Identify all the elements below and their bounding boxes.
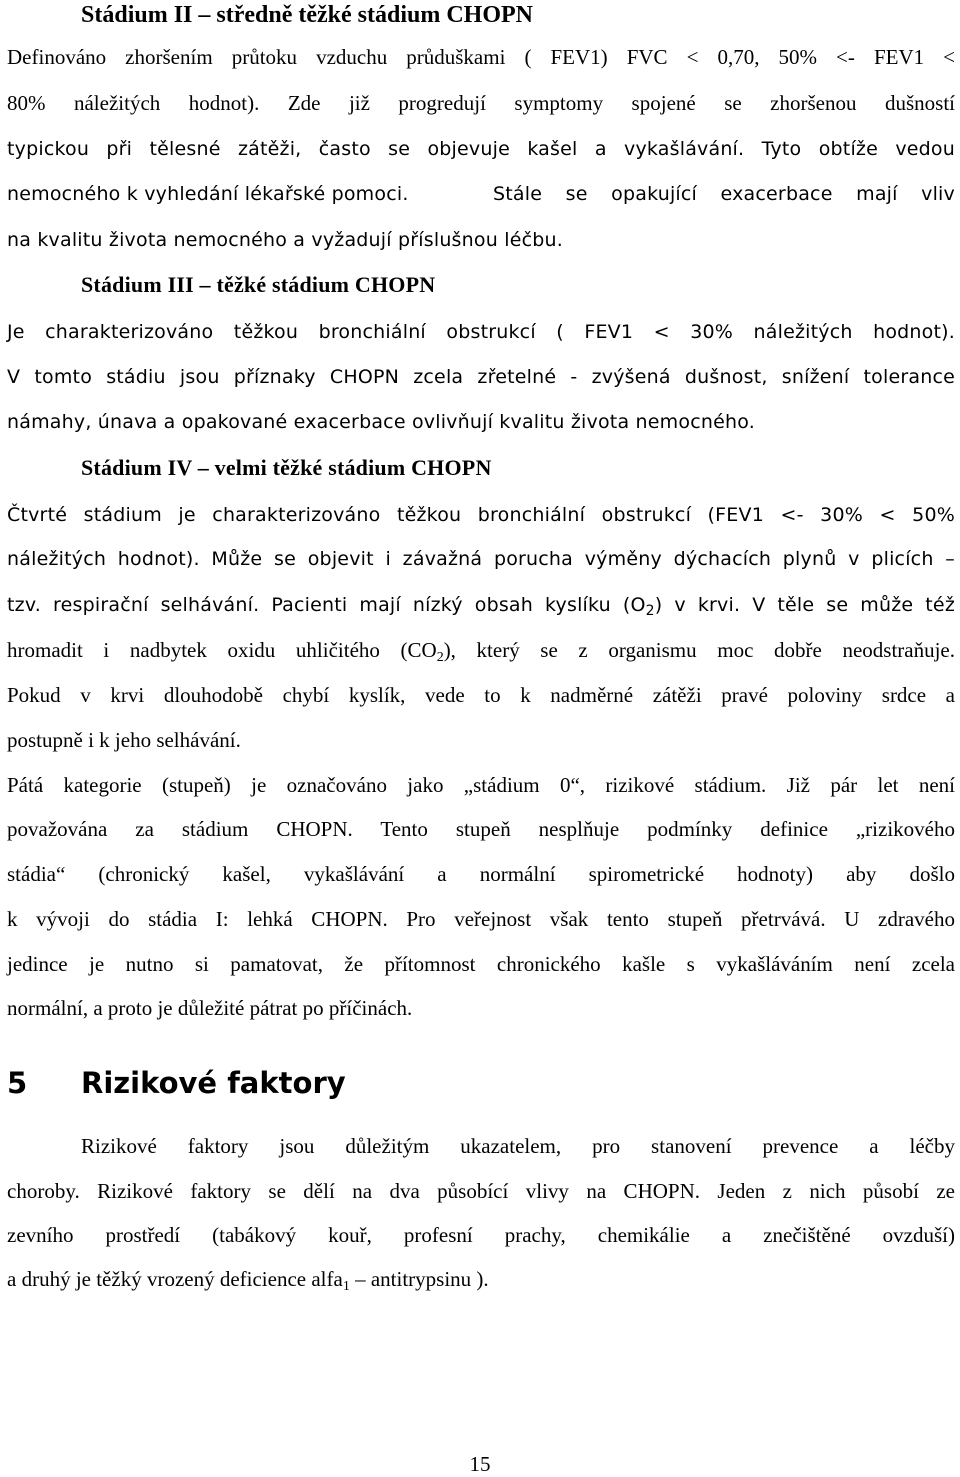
stage-3-line-2: V tomto stádiu jsou příznaky CHOPN zcela zřetelné - zvýšená dušnost, snížení tolerance [7,366,955,388]
stage-3-line-3: námahy, únava a opakované exacerbace ovlivňují kvalitu života nemocného. [7,411,755,433]
stage-4-line-9: stádia“ (chronický kašel, vykašlávání a normální spirometrické hodnoty) aby došlo [7,862,955,886]
chapter-line-1: Rizikové faktory jsou důležitým ukazatelem, pro stanovení prevence a léčby [81,1134,955,1158]
stage-3-line-1: Je charakterizováno těžkou bronchiální obstrukcí ( FEV1 < 30% náležitých hodnot). [7,321,955,343]
stage-4-line-10: k vývoji do stádia I: lehká CHOPN. Pro veřejnost však tento stupeň přetrvává. U zdravého [7,907,955,931]
stage-4-line-6: postupně i k jeho selhávání. [7,728,241,752]
stage-2-line-1: Definováno zhoršením průtoku vzduchu průduškami ( FEV1) FVC < 0,70, 50% <- FEV1 < [7,45,955,69]
stage-4-line-3-before: tzv. respirační selhávání. Pacienti mají nízký obsah kyslíku (O [7,594,646,616]
chapter-line-4-after: – antitrypsinu ). [349,1267,489,1291]
stage-4-line-3-after: ) v krvi. V těle se může též [654,594,955,616]
stage-2-heading: Stádium II – středně těžké stádium CHOPN [81,2,534,28]
stage-2-line-4b: Stále se opakující exacerbace mají vliv [493,183,955,205]
stage-4-line-4 [7,637,955,663]
stage-2-line-3: typickou při tělesné zátěži, často se objevuje kašel a vykašlávání. Tyto obtíže vedou [7,138,955,160]
stage-4-line-1: Čtvrté stádium je charakterizováno těžkou bronchiální obstrukcí (FEV1 <- 30% < 50% [7,504,955,526]
chapter-line-4-subscript: 1 [342,1279,350,1294]
stage-4-line-8: považována za stádium CHOPN. Tento stupeň nesplňuje podmínky definice „rizikového [7,817,955,841]
chapter-line-4 [7,1266,955,1292]
stage-4-line-5: Pokud v krvi dlouhodobě chybí kyslík, vede to k nadměrné zátěži pravé poloviny srdce a [7,683,955,707]
chapter-number: 5 [7,1066,28,1100]
stage-2-line-2: 80% náležitých hodnot). Zde již progredují symptomy spojené se zhoršenou dušností [7,91,955,115]
stage-4-line-12: normální, a proto je důležité pátrat po příčinách. [7,996,413,1020]
chapter-heading [7,1065,346,1101]
stage-4-line-2: náležitých hodnot). Může se objevit i závažná porucha výměny dýchacích plynů v plicích – [7,548,955,570]
stage-4-heading: Stádium IV – velmi těžké stádium CHOPN [81,455,492,480]
stage-2-line-5: na kvalitu života nemocného a vyžadují příslušnou léčbu. [7,229,563,251]
chapter-line-2: choroby. Rizikové faktory se dělí na dva působící vlivy na CHOPN. Jeden z nich působí ze [7,1179,955,1203]
stage-4-line-3-subscript: 2 [645,603,655,619]
stage-4-line-4-subscript: 2 [436,650,444,665]
stage-4-line-4-before: hromadit i nadbytek oxidu uhličitého (CO [7,638,437,662]
chapter-line-4-before: a druhý je těžký vrozený deficience alfa [7,1267,343,1291]
stage-4-line-3 [7,592,955,618]
stage-4-line-7: Pátá kategorie (stupeň) je označováno jako „stádium 0“, rizikové stádium. Již pár let není [7,773,955,797]
stage-4-line-11: jedince je nutno si pamatovat, že přítomnost chronického kašle s vykašláváním není zcela [7,952,955,976]
stage-3-heading: Stádium III – těžké stádium CHOPN [81,272,436,297]
stage-4-line-4-after: ), který se z organismu moc dobře neodstraňuje. [443,638,955,662]
chapter-title: Rizikové faktory [81,1066,346,1100]
chapter-line-3: zevního prostředí (tabákový kouř, profesní prachy, chemikálie a znečištěné ovzduší) [7,1223,955,1247]
stage-2-line-4a: nemocného k vyhledání lékařské pomoci. [7,183,409,205]
page-number: 15 [469,1452,491,1476]
